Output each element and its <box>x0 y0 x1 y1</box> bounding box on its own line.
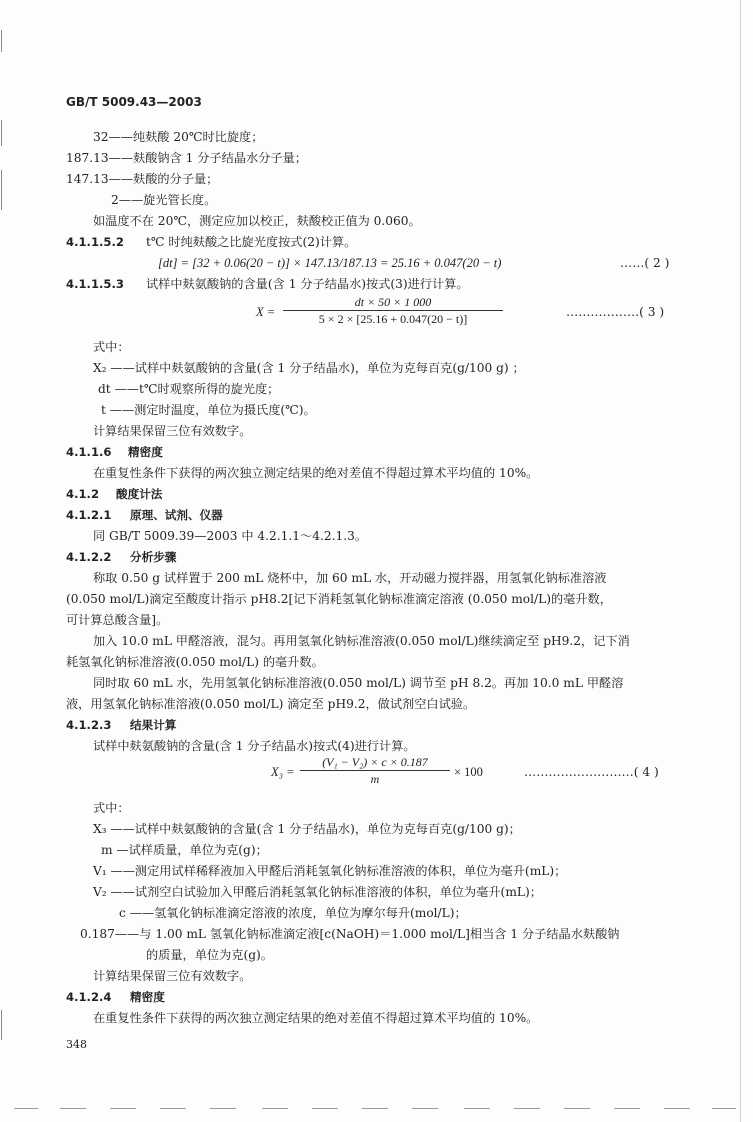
text-line: 式中： <box>93 801 130 815</box>
text-line: 147.13——麸酸的分子量； <box>66 172 219 186</box>
equation-4-numerator: (V₁ − V₂) × c × 0.187 <box>300 755 450 771</box>
binder-mark <box>1 170 2 210</box>
text-line: 计算结果保留三位有效数字。 <box>93 424 252 438</box>
text-line: 试样中麸氨酸钠的含量(含 1 分子结晶水)按式(4)进行计算。 <box>93 739 416 753</box>
equation-tag: ……( 2 ) <box>620 256 670 270</box>
text-line: X₃ ——试样中麸氨酸钠的含量(含 1 分子结晶水)，单位为克每百克(g/100 g)； <box>93 822 521 836</box>
text-line: 在重复性条件下获得的两次独立测定结果的绝对差值不得超过算术平均值的 10%。 <box>93 466 539 480</box>
text-line: c ——氢氧化钠标准滴定溶液的浓度，单位为摩尔每升(mol/L)； <box>119 906 467 920</box>
text-line: (0.050 mol/L)滴定至酸度计指示 pH8.2[记下消耗氢氧化钠标准滴定溶液 (0.050 mol/L)的毫升数， <box>66 592 612 606</box>
cut-line <box>514 1108 540 1109</box>
cut-line <box>262 1108 288 1109</box>
equation-4-fraction <box>300 755 450 786</box>
text-line: 称取 0.50 g 试样置于 200 mL 烧杯中，加 60 mL 水，开动磁力搅拌器，用氢氧化钠标准溶液 <box>93 571 607 585</box>
section-number: 4.1.1.5.2 <box>66 235 124 249</box>
text-line: 同时取 60 mL 水，先用氢氧化钠标准溶液(0.050 mol/L) 调节至 pH 8.2。再加 10.0 mL 甲醛溶 <box>93 676 624 690</box>
cut-line <box>464 1108 490 1109</box>
cut-line <box>564 1108 590 1109</box>
cut-line <box>664 1108 690 1109</box>
cut-line <box>712 1108 736 1109</box>
text-line: 187.13——麸酸钠含 1 分子结晶水分子量； <box>66 151 307 165</box>
cut-line <box>412 1108 438 1109</box>
section-number: 4.1.2.4 <box>66 990 112 1004</box>
text-line: t℃ 时纯麸酸之比旋光度按式(2)计算。 <box>146 235 357 249</box>
text-line: 可计算总酸含量]。 <box>66 613 169 627</box>
section-title: 精密度 <box>128 445 163 459</box>
text-line: 32——纯麸酸 20℃时比旋度； <box>93 130 264 144</box>
cut-line <box>362 1108 388 1109</box>
section-title: 结果计算 <box>130 718 177 732</box>
text-line: X₂ ——试样中麸氨酸钠的含量(含 1 分子结晶水)，单位为克每百克(g/100 g) ； <box>93 361 525 375</box>
text-line: 计算结果保留三位有效数字。 <box>93 969 252 983</box>
equation-3-numerator: dt × 50 × 1 000 <box>283 295 503 311</box>
cut-line <box>60 1108 86 1109</box>
section-number: 4.1.1.6 <box>66 445 112 459</box>
equation-4-denominator: m <box>370 772 380 786</box>
cut-line <box>160 1108 186 1109</box>
document-header: GB/T 5009.43—2003 <box>66 95 202 109</box>
text-line: 2——旋光管长度。 <box>111 193 217 207</box>
text-line: t ——测定时温度，单位为摄氏度(℃)。 <box>101 403 316 417</box>
text-line: 的质量，单位为克(g)。 <box>146 948 273 962</box>
text-line: 试样中麸氨酸钠的含量(含 1 分子结晶水)按式(3)进行计算。 <box>146 277 469 291</box>
section-number: 4.1.1.5.3 <box>66 277 124 291</box>
page-edge <box>740 0 741 1122</box>
cut-line <box>210 1108 236 1109</box>
text-line: 耗氢氧化钠标准溶液(0.050 mol/L) 的毫升数。 <box>66 655 324 669</box>
equation-3-denominator: 5 × 2 × [25.16 + 0.047(20 − t)] <box>318 312 468 326</box>
section-title: 分析步骤 <box>130 550 177 564</box>
text-line: 液，用氢氧化钠标准溶液(0.050 mol/L) 滴定至 pH9.2，做试剂空白试验。 <box>66 697 476 711</box>
cut-line <box>110 1108 136 1109</box>
equation-4-lhs: X₃ = <box>271 765 295 779</box>
text-line: 在重复性条件下获得的两次独立测定结果的绝对差值不得超过算术平均值的 10%。 <box>93 1011 539 1025</box>
cut-line <box>312 1108 338 1109</box>
page-number: 348 <box>66 1038 87 1051</box>
section-title: 原理、试剂、仪器 <box>130 508 223 522</box>
equation-3-lhs: X = <box>256 305 276 319</box>
equation-tag: ………………( 3 ) <box>566 305 665 319</box>
cut-line <box>614 1108 640 1109</box>
text-line: 加入 10.0 mL 甲醛溶液，混匀。再用氢氧化钠标准溶液(0.050 mol/L)继续滴定至 pH9.2，记下消 <box>93 634 630 648</box>
section-number: 4.1.2.2 <box>66 550 112 564</box>
binder-mark <box>1 30 2 52</box>
text-line: 式中： <box>93 340 130 354</box>
equation-4-rhs: × 100 <box>454 765 483 779</box>
text-line: V₁ ——测定用试样稀释液加入甲醛后消耗氢氧化钠标准溶液的体积，单位为毫升(mL)； <box>93 864 567 878</box>
text-line: 同 GB/T 5009.39—2003 中 4.2.1.1～4.2.1.3。 <box>93 529 368 543</box>
section-number: 4.1.2.3 <box>66 718 112 732</box>
text-line: V₂ ——试剂空白试验加入甲醛后消耗氢氧化钠标准溶液的体积，单位为毫升(mL)； <box>93 885 542 899</box>
text-line: 如温度不在 20℃，测定应加以校正，麸酸校正值为 0.060。 <box>93 214 421 228</box>
equation-tag: ………………………( 4 ) <box>524 765 659 779</box>
text-line: m —试样质量，单位为克(g)； <box>101 843 268 857</box>
section-number: 4.1.2 <box>66 487 100 501</box>
binder-mark <box>1 1010 2 1040</box>
text-line: 0.187——与 1.00 mL 氢氧化钠标准滴定液[c(NaOH)＝1.000 mol/L]相当含 1 分子结晶水麸酸钠 <box>80 927 620 941</box>
equation-2: [dt] = [32 + 0.06(20 − t)] × 147.13/187.13 = 25.16 + 0.047(20 − t) <box>158 256 502 270</box>
section-title: 精密度 <box>130 990 165 1004</box>
cut-line <box>14 1108 38 1109</box>
binder-mark <box>1 120 2 146</box>
section-number: 4.1.2.1 <box>66 508 112 522</box>
section-title: 酸度计法 <box>116 487 163 501</box>
text-line: dt ——t℃时观察所得的旋光度； <box>98 382 280 396</box>
equation-3-fraction <box>283 295 503 326</box>
